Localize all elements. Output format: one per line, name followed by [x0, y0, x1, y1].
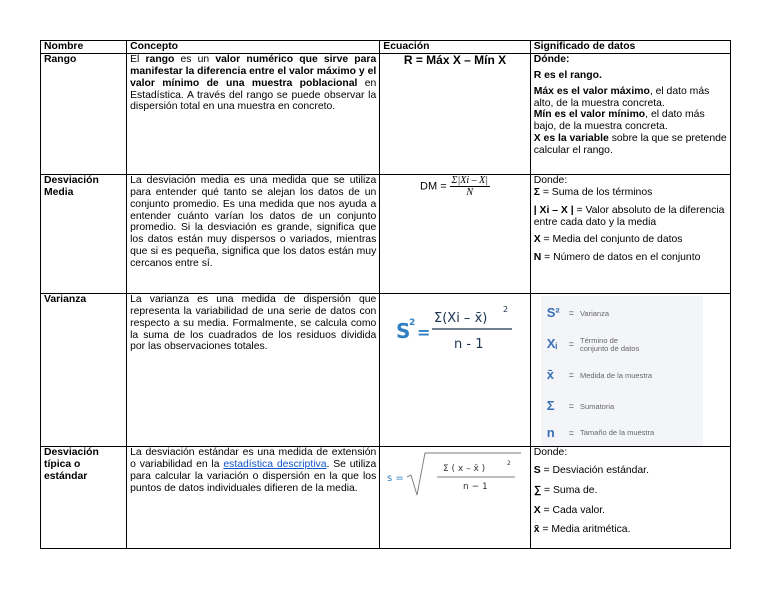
- legend-item: Xᵢ = Término de conjunto de datos: [546, 335, 640, 353]
- svg-text:=: =: [417, 323, 431, 342]
- table-row-rango: [41, 54, 731, 175]
- svg-text:Σ ( x – x̄ ): Σ ( x – x̄ ): [443, 464, 486, 474]
- row-concept: El rango es un valor numérico que sirve para manifestar la diferencia entre el valor máximo y el valor mínimo de una muestra poblacional en Estadística. A través del rango se puede observar la dispersión total en una muestra en concreto.: [127, 54, 380, 175]
- row-concept: La desviación estándar es una medida de extensión o variabilidad en la estadística descriptiva. Se utiliza para calcular la variación o dispersión en la que los puntos de datos individuales difieren de la media.: [127, 447, 380, 549]
- row-meaning: [530, 294, 730, 447]
- row-equation: DM = $\frac{\Sigma|Xi - X|}{N}$: [380, 175, 530, 294]
- svg-text:n − 1: n − 1: [463, 482, 488, 492]
- link-estadistica-descriptiva[interactable]: estadística descriptiva: [223, 458, 327, 470]
- row-equation: [380, 54, 530, 175]
- variance-formula-image: [390, 294, 520, 364]
- variance-legend-image: [541, 296, 703, 446]
- statistics-table: [40, 40, 731, 549]
- row-meaning: Donde: S = Desviación estándar. ∑ = Suma de. X = Cada valor. x̄ = Media aritmética.: [530, 447, 730, 549]
- row-equation: [380, 294, 530, 447]
- svg-text:2: 2: [409, 318, 416, 328]
- svg-text:2: 2: [507, 460, 511, 467]
- row-name: Desviación típica o estándar: [41, 447, 127, 549]
- svg-text:S: S: [396, 319, 411, 343]
- table-row-desviacion-tipica: [41, 447, 731, 549]
- header-concepto: Concepto: [127, 41, 380, 54]
- row-concept: La varianza es una medida de dispersión que representa la variabilidad de una serie de datos con respecto a su media. Formalmente, se calcula como la suma de los cuadrados de los residuos dividida por las observaciones totales.: [127, 294, 380, 447]
- svg-text:n - 1: n - 1: [454, 337, 484, 352]
- legend-item: Σ = Sumatoria: [546, 398, 615, 414]
- svg-text:Σ(Xi – x̄): Σ(Xi – x̄): [434, 311, 488, 326]
- header-nombre: Nombre: [41, 41, 127, 54]
- table-row-varianza: [41, 294, 731, 447]
- row-name: Rango: [41, 54, 127, 175]
- dm-fraction: $\frac{\Sigma|Xi - X|}{N}$: [451, 175, 488, 199]
- table-row-desviacion-media: [41, 175, 731, 294]
- header-ecuacion: Ecuación: [380, 41, 530, 54]
- svg-text:s =: s =: [387, 473, 404, 484]
- row-name: Varianza: [41, 294, 127, 447]
- row-concept: La desviación media es una medida que se utiliza para entender qué tanto se alejan los datos de un conjunto promedio. Es una medida que nos ayuda a entender cuánto varían los datos de un conjunto promedio. Si la desviación es grande, significa que los datos están muy dispersos o variados, mientras que si es pequeña, significa que los datos están muy cercanos entre sí.: [127, 175, 380, 294]
- header-row: [41, 41, 731, 54]
- std-formula-image: [385, 447, 525, 507]
- row-equation: [380, 447, 530, 549]
- legend-item: n = Tamaño de la muestra: [546, 424, 655, 440]
- row-name: Desviación Media: [41, 175, 127, 294]
- rango-formula: R = Máx X – Mín X: [403, 53, 507, 67]
- row-meaning: Dónde: R es el rango. Máx es el valor máximo, el dato más alto, de la muestra concreta. Mín es el valor mínimo, el dato más bajo, de la muestra concreta. X es la variable sobre la que se pretende calcular el rango.: [530, 54, 730, 175]
- row-meaning: Donde: Σ = Suma de los términos | Xi – X | = Valor absoluto de la diferencia entre cada dato y la media X = Media del conjunto de datos N = Número de datos en el conjunto: [530, 175, 730, 294]
- header-significado: Significado de datos: [530, 41, 730, 54]
- svg-text:2: 2: [503, 305, 509, 314]
- legend-item: x̄ = Medida de la muestra: [546, 367, 653, 383]
- legend-item: S² = Varianza: [546, 305, 610, 321]
